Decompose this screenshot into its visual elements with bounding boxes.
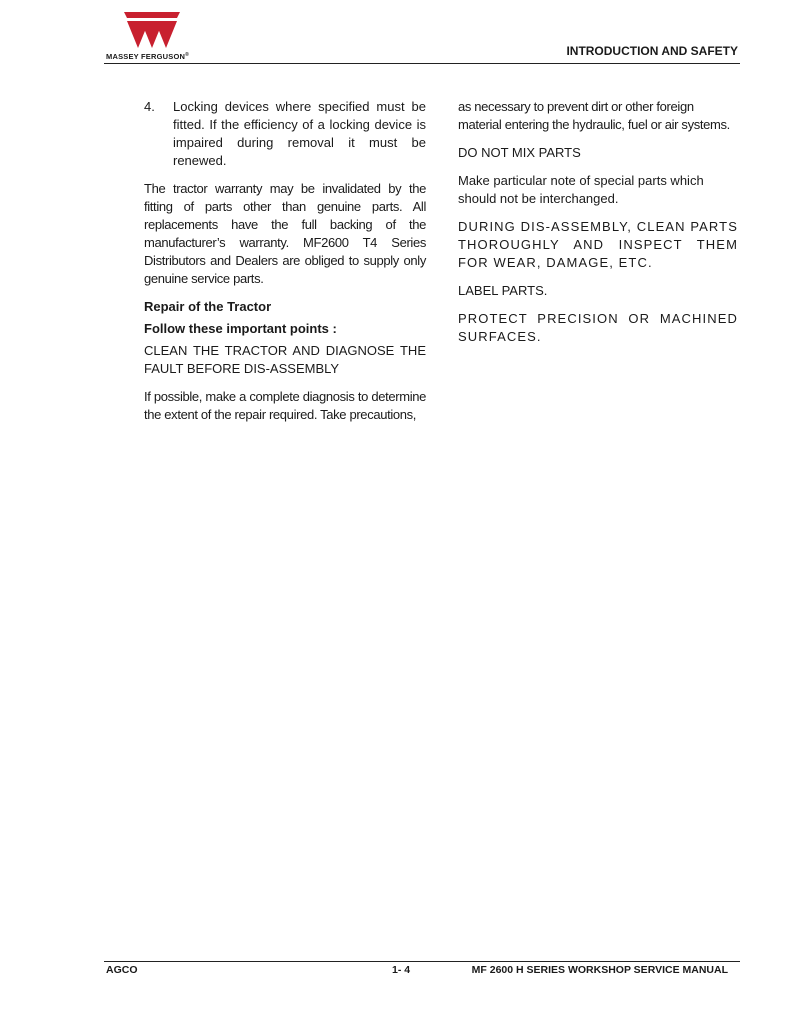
list-item — [144, 98, 426, 170]
clean-parts-instruction: DURING DIS-ASSEMBLY, CLEAN PARTS THOROUGHLY AND INSPECT THEM FOR WEAR, DAMAGE, ETC. — [458, 219, 738, 270]
left-column — [144, 98, 426, 434]
clean-instruction: CLEAN THE TRACTOR AND DIAGNOSE THE FAULT BEFORE DIS-ASSEMBLY — [144, 343, 426, 376]
label-parts-instruction: LABEL PARTS. — [458, 283, 548, 298]
massey-ferguson-logo — [106, 10, 198, 62]
triple-triangle-icon — [120, 10, 184, 50]
brand-name: MASSEY FERGUSON® — [106, 52, 190, 61]
list-item-number: 4. — [144, 99, 155, 114]
repair-heading: Repair of the Tractor — [144, 299, 272, 314]
points-heading: Follow these important points : — [144, 321, 337, 336]
continuation-paragraph: as necessary to prevent dirt or other foreign material entering the hydraulic, fuel or air systems. — [458, 99, 730, 132]
do-not-mix-parts: DO NOT MIX PARTS — [458, 145, 581, 160]
header-divider — [104, 63, 740, 64]
footer-divider — [104, 961, 740, 962]
page-number: 1- 4 — [392, 964, 411, 976]
protect-surfaces-instruction: PROTECT PRECISION OR MACHINED SURFACES. — [458, 311, 738, 344]
special-parts-paragraph: Make particular note of special parts which should not be interchanged. — [458, 173, 704, 206]
footer-company: AGCO — [106, 964, 138, 976]
section-title: INTRODUCTION AND SAFETY — [566, 44, 738, 58]
list-item-text: Locking devices where specified must be fitted. If the efficiency of a locking device is impaired during removal it must be renewed. — [173, 99, 426, 168]
manual-title: MF 2600 H SERIES WORKSHOP SERVICE MANUAL — [471, 964, 728, 976]
warranty-paragraph: The tractor warranty may be invalidated by the fitting of parts other than genuine parts. All replacements have the full backing of the manufacturer’s warranty. MF2600 T4 Series Distributors and Dealers are obliged to supply only genuine service parts. — [144, 181, 426, 286]
diagnosis-paragraph: If possible, make a complete diagnosis to determine the extent of the repair required. Take precautions, — [144, 389, 426, 422]
right-column — [458, 98, 738, 356]
